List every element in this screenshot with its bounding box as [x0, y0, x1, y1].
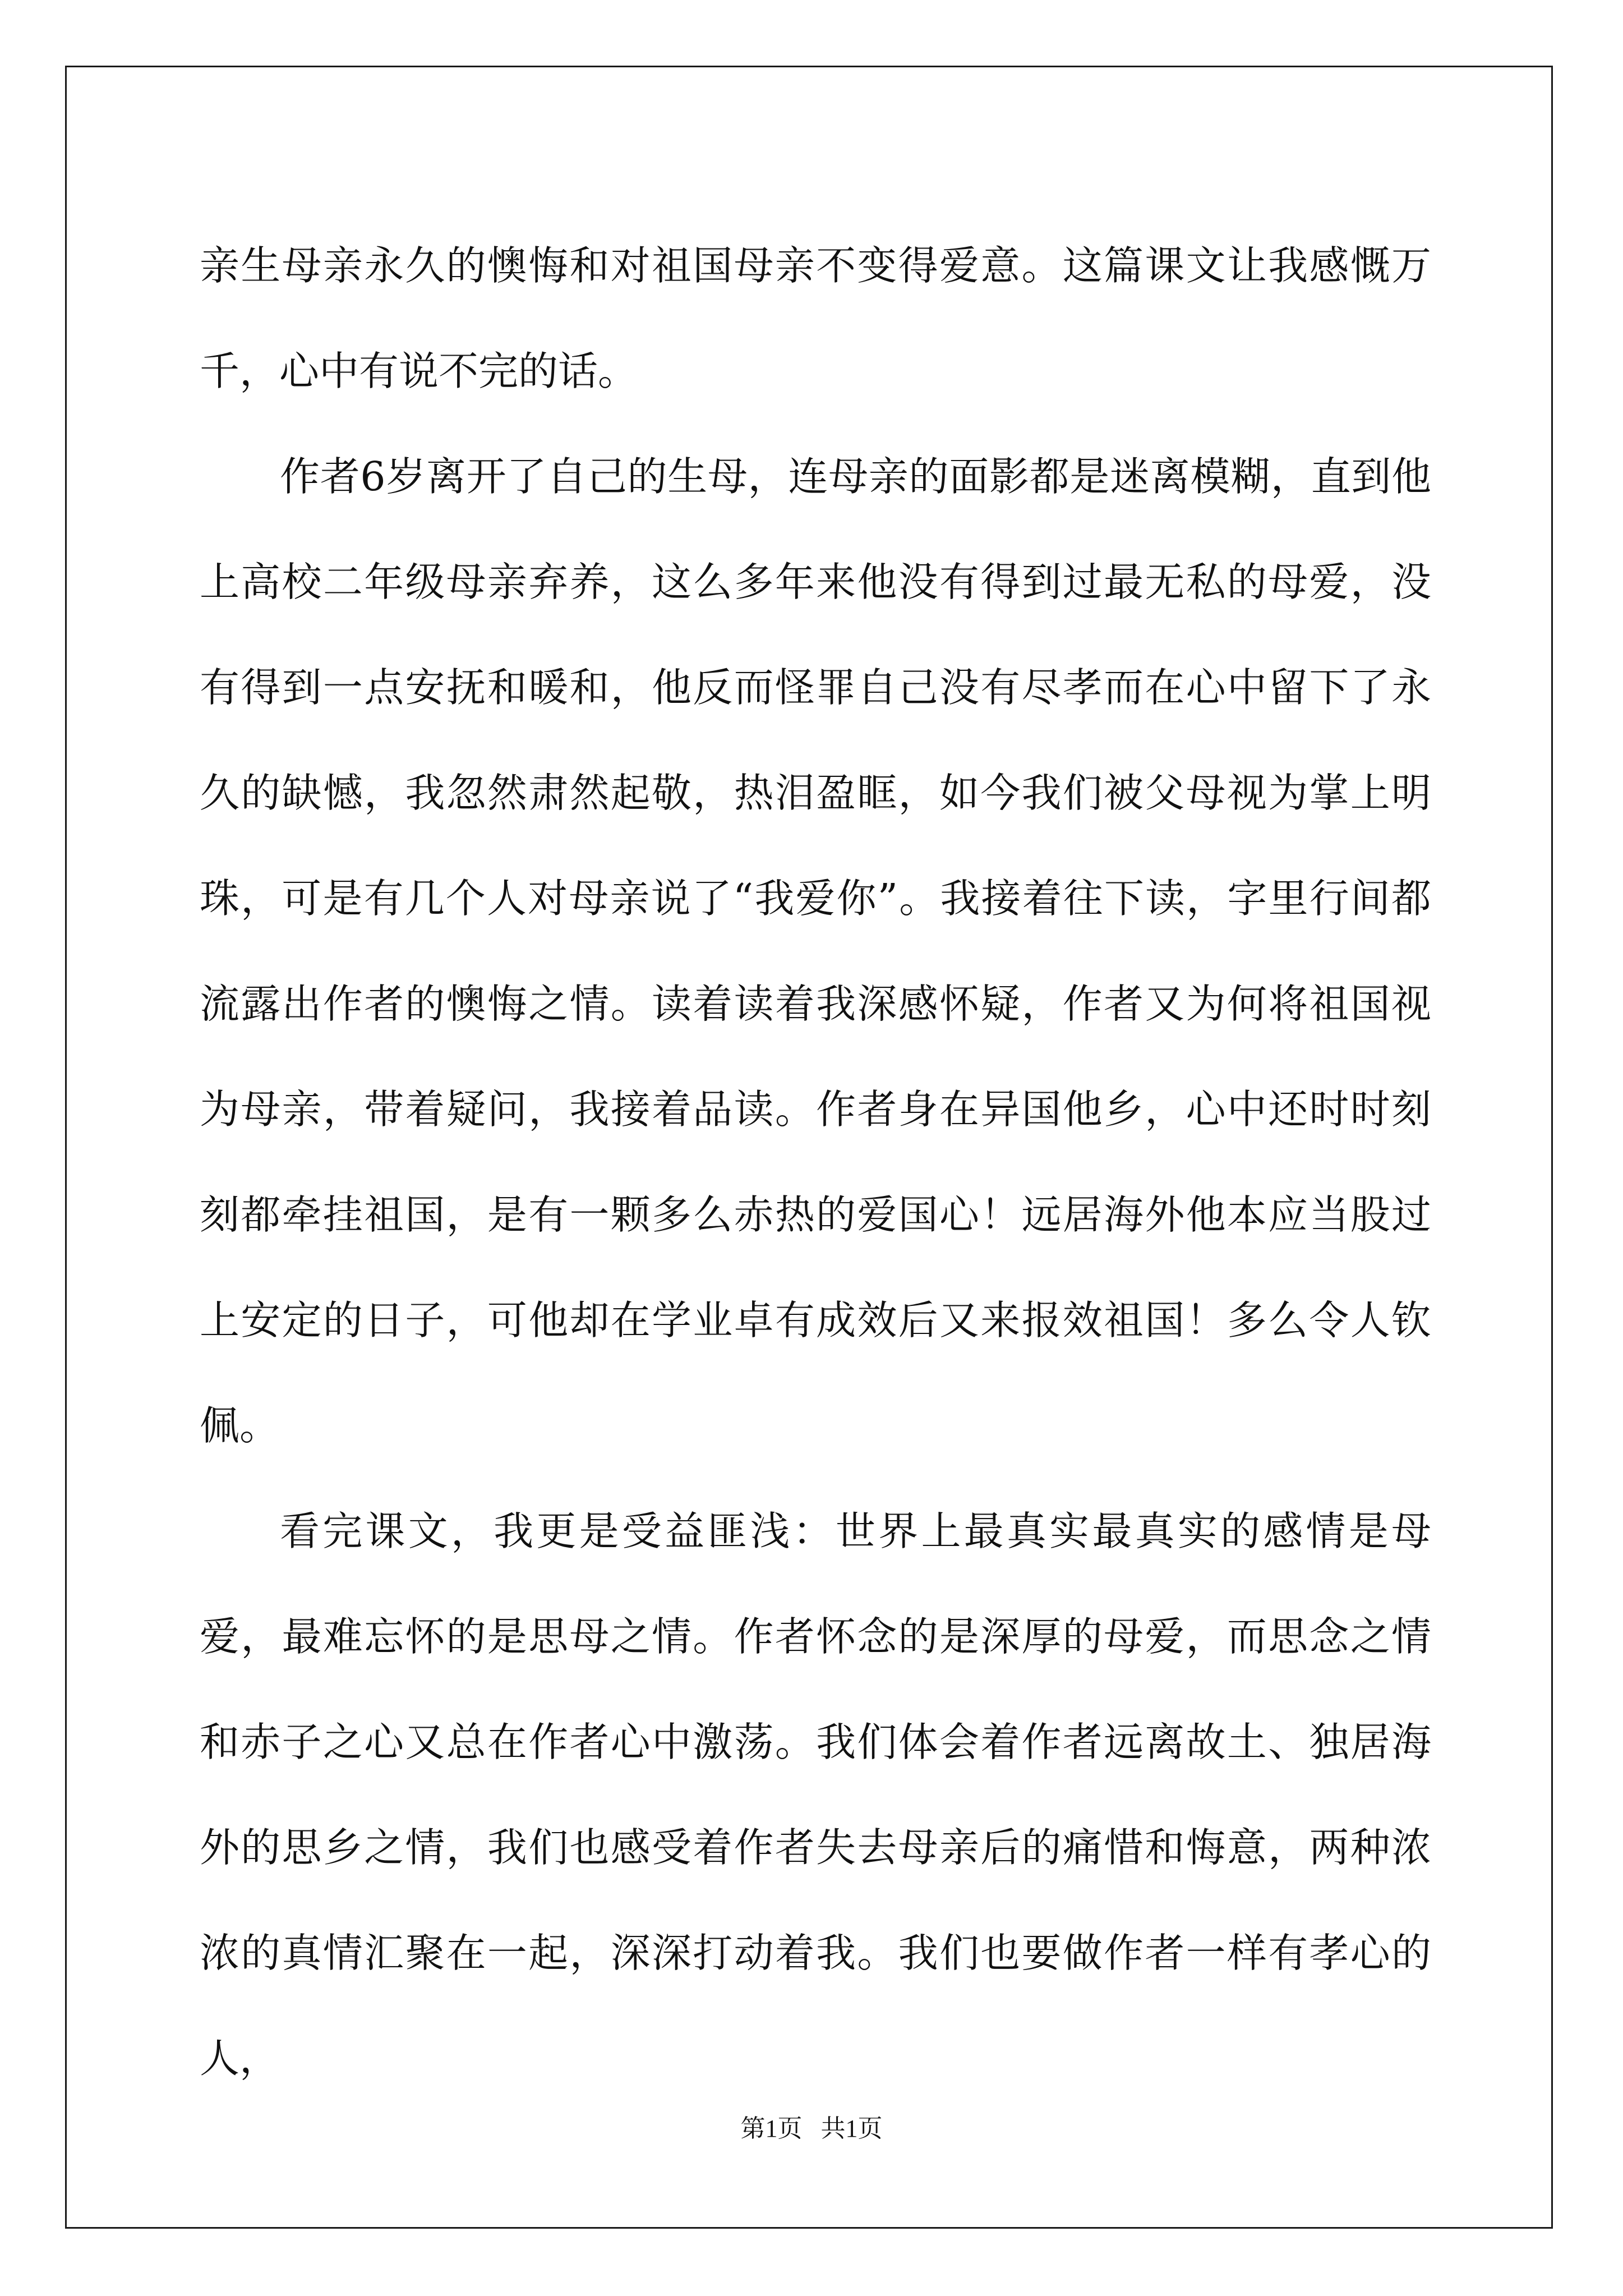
page-number: 第1页 [740, 2115, 803, 2142]
page-total: 共1页 [820, 2115, 883, 2142]
document-body [200, 213, 1431, 2111]
paragraph-1: 亲生母亲永久的懊悔和对祖国母亲不变得爱意。这篇课文让我感慨万千，心中有说不完的话。 [200, 242, 1431, 394]
paragraph-2: 作者6岁离开了自己的生母，连母亲的面影都是迷离模糊，直到他上高校二年级母亲弃养，这么多年来他没有得到过最无私的母爱，没有得到一点安抚和暖和，他反而怪罪自己没有尽孝而在心中留下了永久的缺憾，我忽然肃然起敬，热泪盈眶，如今我们被父母视为掌上明珠，可是有几个人对母亲说了“我爱你”。我接着往下读，字里行间都流露出作者的懊悔之情。读着读着我深感怀疑，作者又为何将祖国视为母亲，带着疑问，我接着品读。作者身在异国他乡，心中还时时刻刻都牵挂祖国，是有一颗多么赤热的爱国心！远居海外他本应当股过上安定的日子，可他却在学业卓有成效后又来报效祖国！多么令人钦佩。 [200, 453, 1431, 1449]
page-footer [0, 2108, 1623, 2144]
paragraph-3: 看完课文，我更是受益匪浅：世界上最真实最真实的感情是母爱，最难忘怀的是思母之情。作者怀念的是深厚的母爱，而思念之情和赤子之心又总在作者心中激荡。我们体会着作者远离故土、独居海外的思乡之情，我们也感受着作者失去母亲后的痛惜和悔意，两种浓浓的真情汇聚在一起，深深打动着我。我们也要做作者一样有孝心的人， [200, 1508, 1431, 2082]
